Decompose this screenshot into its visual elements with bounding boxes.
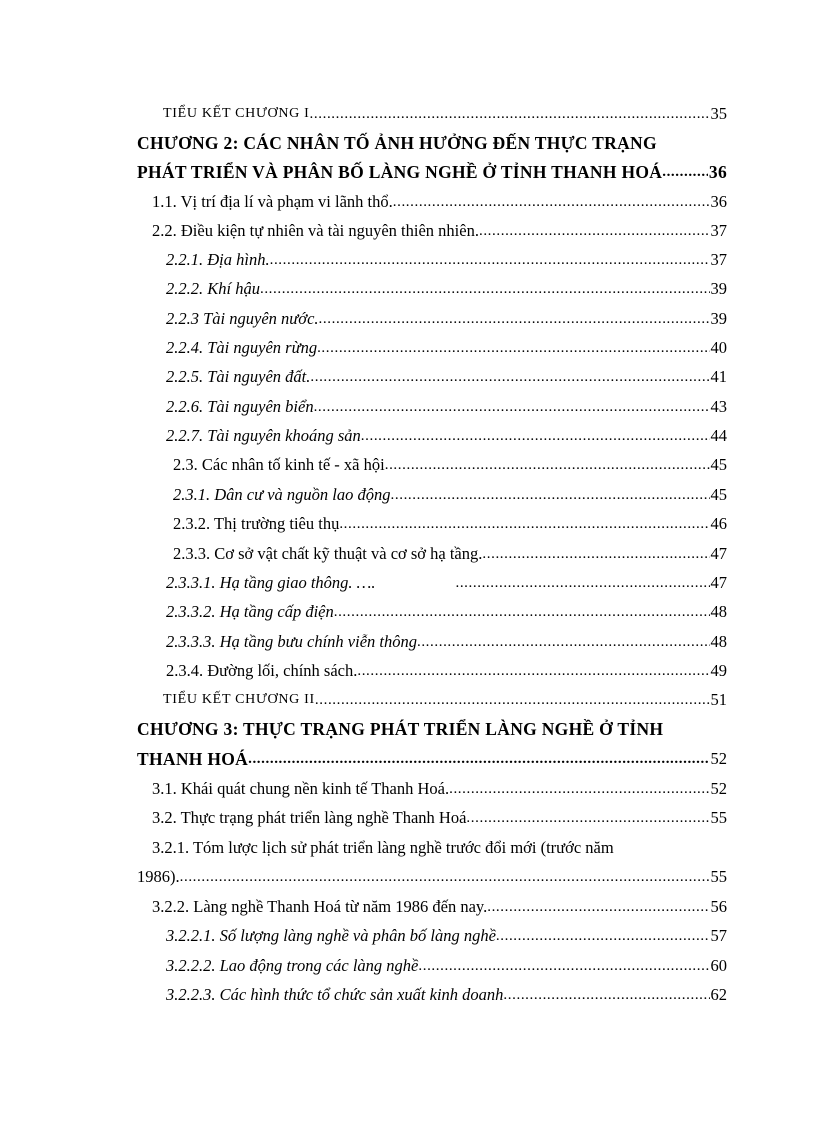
toc-entry: [0, 802, 816, 828]
toc-entry: [0, 273, 816, 299]
toc-entry-label: 3.2.2.1. Số lượng làng nghề và phân bố làng nghề: [166, 926, 496, 945]
toc-entry-page: 45: [710, 455, 727, 474]
leader-dots: [361, 426, 710, 446]
toc-entry-label: 3.2.1. Tóm lược lịch sử phát triển làng nghề trước đổi mới (trước năm: [152, 838, 614, 857]
leader-dots: [315, 690, 710, 710]
toc-entry: [0, 420, 816, 446]
toc-entry-page: 55: [710, 808, 727, 827]
toc-entry-page: 48: [710, 632, 727, 651]
toc-entry-page: 37: [710, 221, 727, 240]
toc-entry-page: 45: [710, 485, 727, 504]
toc-entry-label: 2.3.1. Dân cư và nguồn lao động: [173, 485, 391, 504]
leader-dots: [310, 104, 710, 124]
leader-dots: [385, 455, 710, 475]
toc-entry-page: 35: [710, 104, 727, 123]
toc-entry: [0, 832, 816, 858]
leader-dots: [455, 573, 709, 593]
toc-entry-label: 2.3.2. Thị trường tiêu thụ: [173, 514, 340, 533]
toc-entry-label: THANH HOÁ: [137, 749, 249, 769]
toc-entry: [0, 479, 816, 505]
toc-entry: [0, 596, 816, 622]
toc-entry: [0, 655, 816, 681]
toc-entry-label: 2.2. Điều kiện tự nhiên và tài nguyên thiên nhiên.: [152, 221, 479, 240]
leader-dots: [334, 602, 710, 622]
toc-entry: [0, 684, 816, 710]
leader-dots: [391, 485, 710, 505]
toc-entry: [0, 950, 816, 976]
leader-dots: [479, 221, 710, 241]
toc-entry-label: CHƯƠNG 3: THỰC TRẠNG PHÁT TRIỂN LÀNG NGHỀ Ở TỈNH: [137, 719, 664, 739]
toc-entry-page: 55: [710, 867, 727, 886]
leader-dots: [317, 338, 709, 358]
toc-entry-page: 43: [710, 397, 727, 416]
toc-entry-page: 56: [710, 897, 727, 916]
toc-entry-label: 2.3.3.2. Hạ tầng cấp điện: [166, 602, 334, 621]
toc-entry: [0, 567, 816, 593]
toc-entry: [0, 861, 816, 887]
toc-entry-label: 2.2.6. Tài nguyên biển: [166, 397, 314, 416]
toc-entry-page: 57: [710, 926, 727, 945]
toc-entry-label: 3.2.2. Làng nghề Thanh Hoá từ năm 1986 đến nay.: [152, 897, 488, 916]
toc-entry-label: 2.3.4. Đường lối, chính sách.: [166, 661, 358, 680]
toc-entry: [0, 303, 816, 329]
toc-entry-page: 36: [710, 192, 727, 211]
leader-dots: [496, 926, 710, 946]
toc-entry: [0, 508, 816, 534]
toc-entry-page: 47: [710, 573, 727, 592]
toc-entry: [0, 244, 816, 270]
toc-entry: [0, 891, 816, 917]
toc-entry-label: 3.1. Khái quát chung nền kinh tế Thanh Hoá.: [152, 779, 450, 798]
leader-dots: [662, 162, 708, 182]
toc-entry-page: 41: [710, 367, 727, 386]
leader-dots: [314, 397, 710, 417]
toc-entry-page: 46: [710, 514, 727, 533]
toc-entry-page: 37: [710, 250, 727, 269]
leader-dots: [418, 956, 709, 976]
toc-entry-page: 47: [710, 544, 727, 563]
leader-dots: [482, 544, 709, 564]
toc-entry-label: 3.2.2.3. Các hình thức tổ chức sản xuất kinh doanh: [166, 985, 504, 1004]
toc-entry-label: 2.2.5. Tài nguyên đất.: [166, 367, 311, 386]
leader-dots: [503, 985, 709, 1005]
toc-entry-label: 2.2.4. Tài nguyên rừng: [166, 338, 318, 357]
toc-entry-label: CHƯƠNG 2: CÁC NHÂN TỐ ẢNH HƯỞNG ĐẾN THỰC TRẠNG: [137, 133, 657, 153]
toc-entry: [0, 743, 816, 769]
toc-entry-page: 48: [710, 602, 727, 621]
toc-entry-label: 2.3.3.1. Hạ tầng giao thông. ….: [166, 573, 376, 592]
leader-dots: [248, 749, 709, 769]
leader-dots: [487, 897, 709, 917]
chapter-heading: [0, 127, 816, 153]
toc-entry: [0, 332, 816, 358]
toc-entry-label: 1.1. Vị trí địa lí và phạm vi lãnh thổ.: [152, 192, 393, 211]
toc-entry: [0, 626, 816, 652]
toc-entry-label: 2.2.2. Khí hậu: [166, 279, 260, 298]
toc-entry-label: 3.2.2.2. Lao động trong các làng nghề: [166, 956, 419, 975]
toc-entry-label: 2.2.7. Tài nguyên khoáng sản: [166, 426, 361, 445]
leader-dots: [393, 192, 710, 212]
leader-dots: [449, 779, 709, 799]
leader-dots: [310, 367, 709, 387]
toc-entry: [0, 538, 816, 564]
leader-dots: [270, 250, 710, 270]
toc-entry-page: 40: [710, 338, 727, 357]
toc-entry: [0, 215, 816, 241]
leader-dots: [180, 867, 710, 887]
toc-entry: [0, 391, 816, 417]
leader-dots: [339, 514, 709, 534]
toc-entry-page: 52: [710, 779, 727, 798]
toc-entry-page: 62: [710, 985, 727, 1004]
toc-entry-page: 51: [710, 690, 727, 709]
toc-entry-label: 1986).: [137, 867, 180, 886]
toc-entry: [0, 186, 816, 212]
toc-entry-label: TIỂU KẾT CHƯƠNG II: [163, 692, 315, 707]
toc-entry-page: 36: [708, 162, 727, 182]
toc-entry-page: 44: [710, 426, 727, 445]
toc-entry-page: 39: [710, 279, 727, 298]
toc-entry-page: 60: [710, 956, 727, 975]
toc-entry-page: 49: [710, 661, 727, 680]
toc-entry-label: PHÁT TRIỂN VÀ PHÂN BỐ LÀNG NGHỀ Ở TỈNH THANH HOÁ: [137, 162, 663, 182]
leader-dots: [417, 632, 710, 652]
toc-entry-label: 2.3.3. Cơ sở vật chất kỹ thuật và cơ sở hạ tầng.: [173, 544, 483, 563]
toc-entry-label: 2.3.3.3. Hạ tầng bưu chính viễn thông: [166, 632, 417, 651]
toc-entry: [0, 156, 816, 182]
toc-entry-label: 2.2.1. Địa hình.: [166, 250, 270, 269]
toc-entry-label: TIỂU KẾT CHƯƠNG I: [163, 106, 310, 121]
leader-dots: [319, 309, 710, 329]
toc-entry-page: 52: [710, 749, 727, 768]
leader-dots: [357, 661, 709, 681]
toc-entry-label: 2.3. Các nhân tố kinh tế - xã hội: [173, 455, 385, 474]
toc-entry: [0, 361, 816, 387]
toc-entry-page: 39: [710, 309, 727, 328]
chapter-heading: [0, 713, 816, 739]
leader-dots: [260, 279, 710, 299]
toc-entry: [0, 920, 816, 946]
toc-entry: [0, 773, 816, 799]
leader-dots: [466, 808, 709, 828]
toc-entry: [0, 979, 816, 1005]
toc-entry: [0, 449, 816, 475]
toc-entry-label: 2.2.3 Tài nguyên nước.: [166, 309, 319, 328]
toc-entry: [0, 98, 816, 124]
toc-entry-label: 3.2. Thực trạng phát triển làng nghề Thanh Hoá: [152, 808, 467, 827]
